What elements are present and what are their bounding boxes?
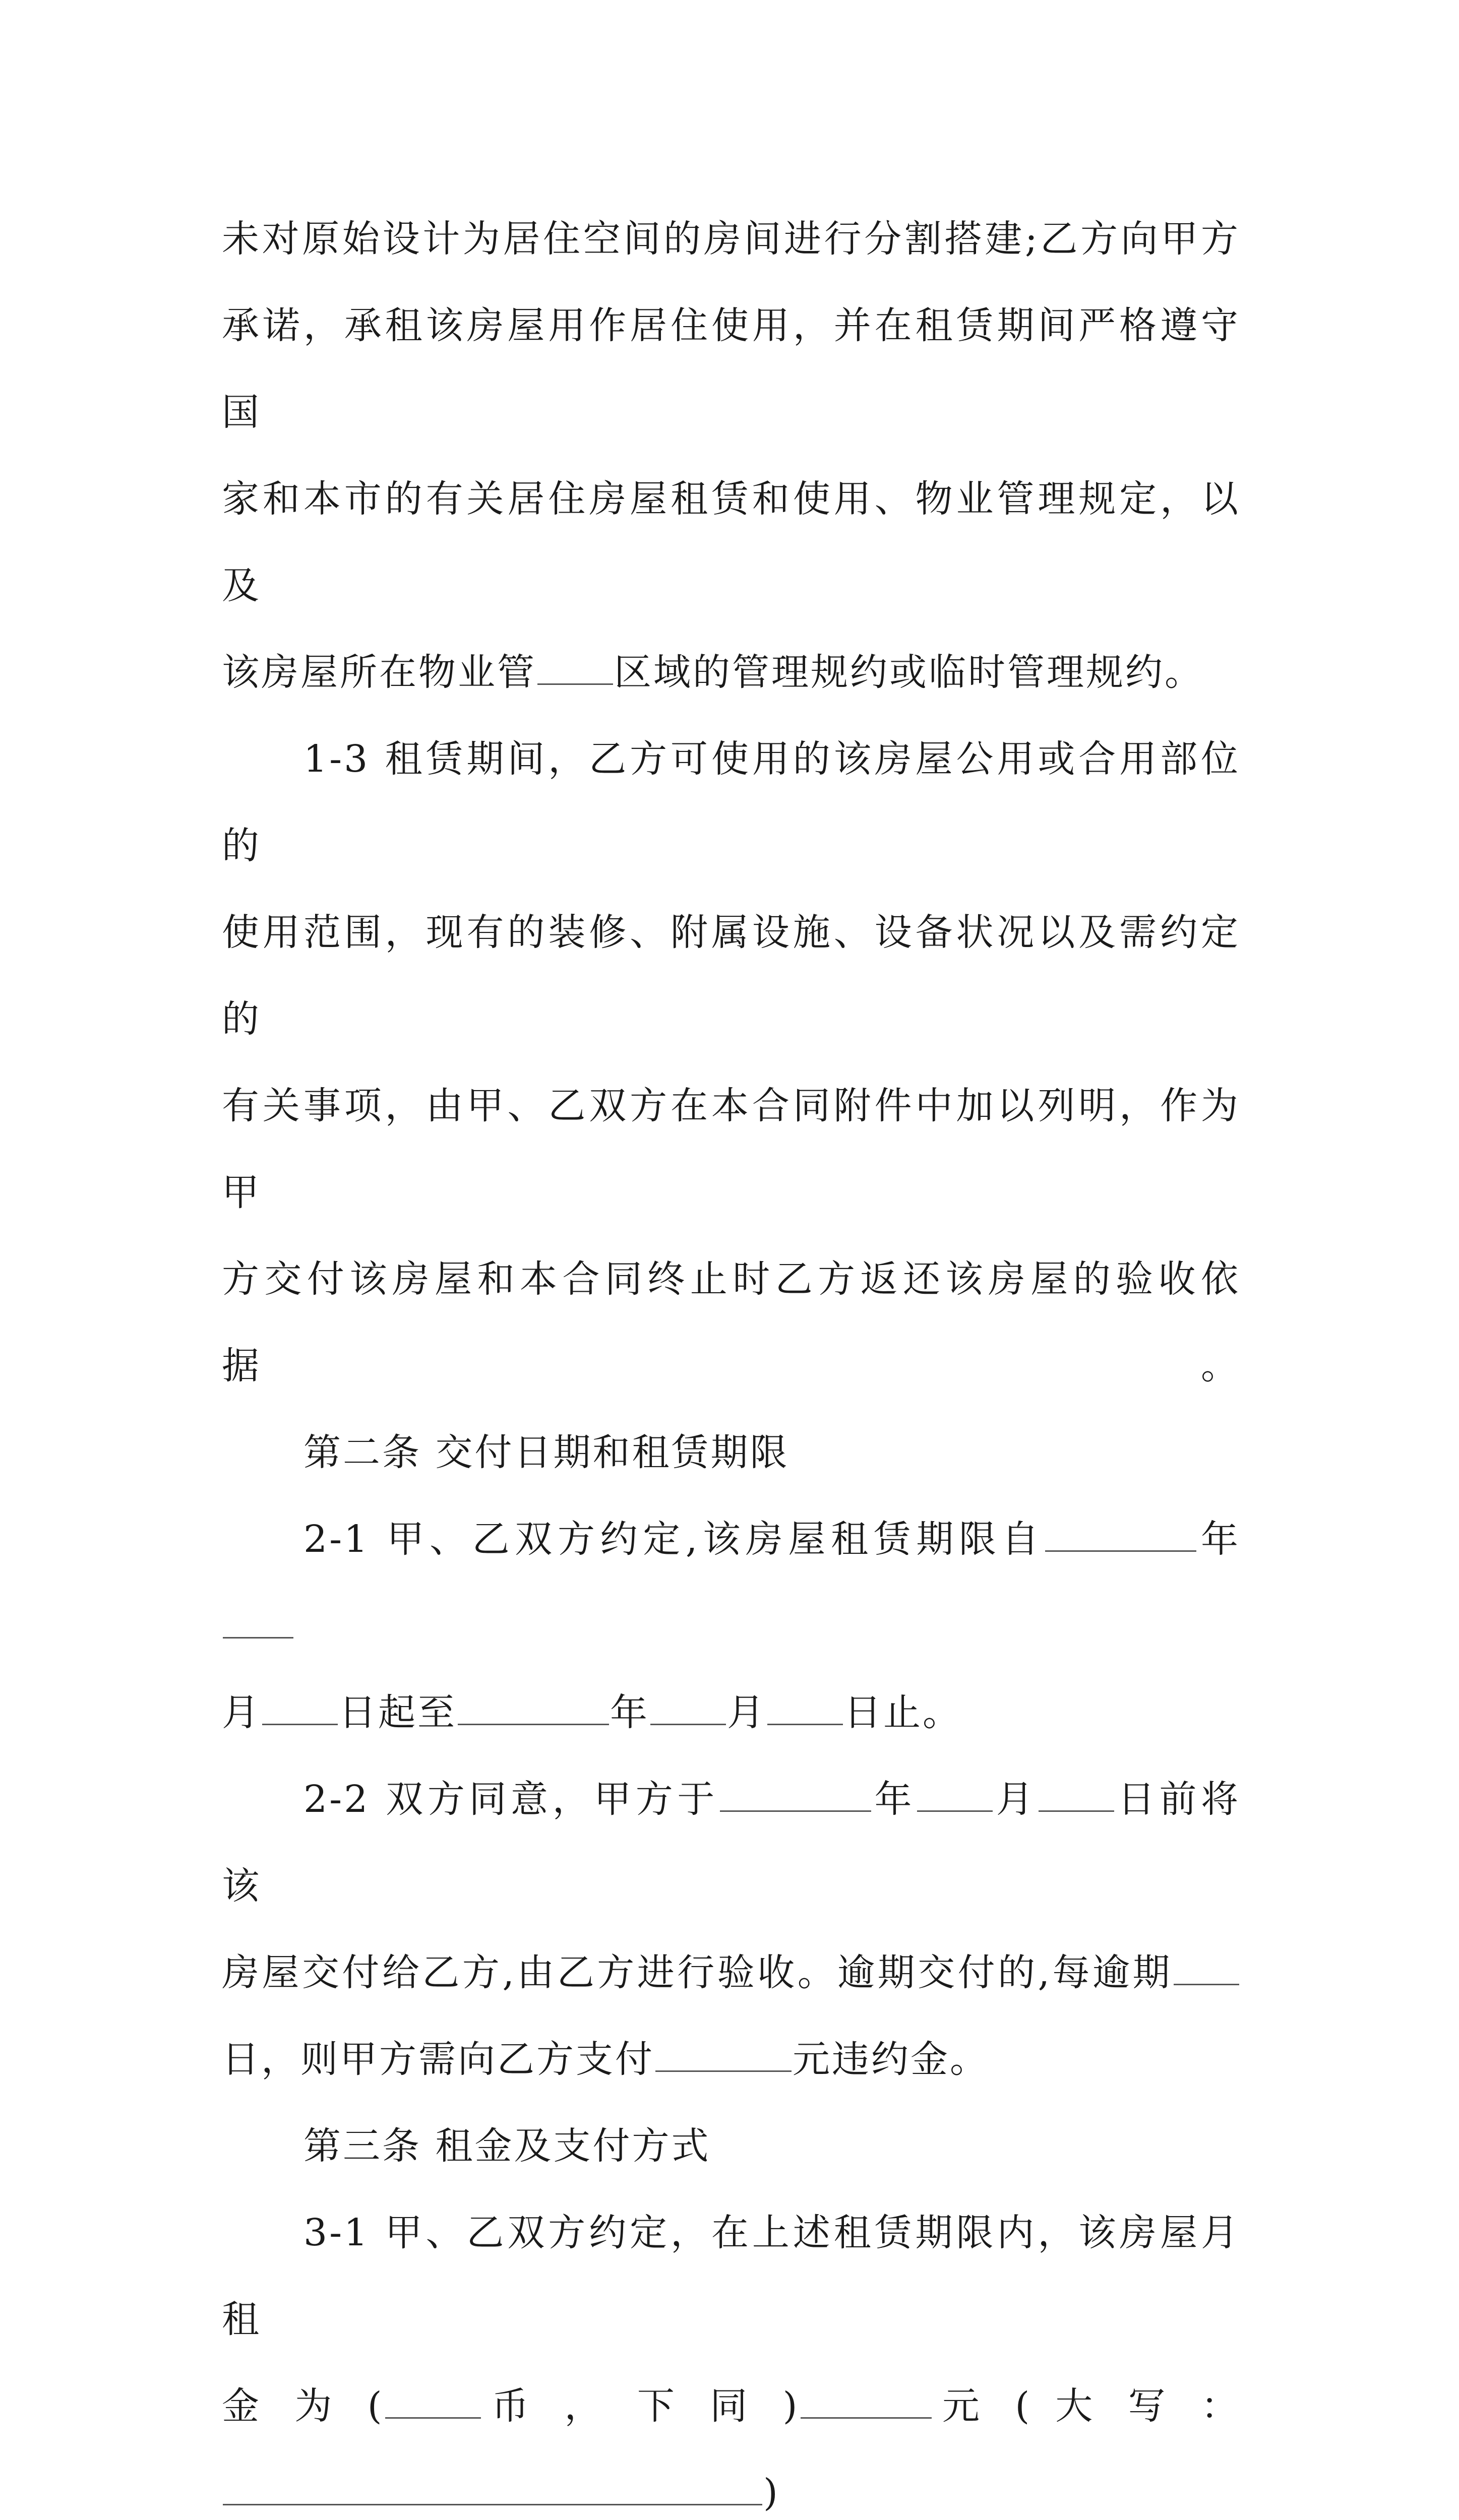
fill-in-blank[interactable] (655, 2041, 792, 2072)
text-line: 有关事项，由甲、乙双方在本合同附件中加以列明，作为甲 (222, 1084, 1240, 1214)
text-line (222, 2016, 1240, 2103)
contract-text (222, 196, 1240, 2520)
text-segment: 该房屋所在物业管 (222, 651, 536, 694)
clause-3-1-body (222, 2363, 1240, 2520)
clause-2-1-body (222, 1669, 1240, 1756)
fill-in-blank[interactable] (720, 1781, 871, 1812)
text-segment: 2-2 双方同意，甲方于 (303, 1778, 719, 1821)
text-line (222, 2363, 1240, 2449)
text-segment: 元 ( 大 写 ： (932, 2384, 1240, 2428)
fill-in-blank[interactable] (262, 1694, 338, 1725)
text-line (222, 629, 1240, 716)
text-segment: ) (763, 2471, 780, 2514)
text-segment: 区域的管理规约或临时管理规约。 (614, 651, 1204, 694)
text-segment: 年 (610, 1691, 649, 1734)
text-line (222, 1929, 1240, 2016)
text-segment: 月 (222, 1691, 261, 1734)
article-heading (222, 2103, 1240, 2189)
text-line: 3-1 甲、乙双方约定，在上述租赁期限内，该房屋月租 (222, 2211, 1240, 2341)
text-segment: 房屋交付给乙方,由乙方进行验收。逾期交付的,每逾期 (222, 1951, 1173, 1994)
text-line: 家和本市的有关居住房屋租赁和使用、物业管理规定，以及 (222, 477, 1240, 607)
fill-in-blank[interactable] (537, 654, 613, 685)
fill-in-blank[interactable] (1045, 1521, 1196, 1552)
fill-in-blank[interactable] (223, 1608, 293, 1639)
fill-in-blank[interactable] (1039, 1781, 1114, 1812)
text-segment: 元违约金。 (793, 2038, 989, 2081)
text-segment: 币 ， 下 同 ) (481, 2384, 800, 2428)
heading-text: 第三条 租金及支付方式 (303, 2124, 711, 2168)
text-segment: 年 (1197, 1518, 1240, 1561)
fill-in-blank[interactable] (801, 2388, 932, 2419)
text-segment: 日止。 (844, 1691, 962, 1734)
text-line: 承诺，承租该房屋用作居住使用，并在租赁期间严格遵守国 (222, 304, 1240, 434)
fill-in-blank[interactable] (1174, 1955, 1239, 1985)
text-segment: 2-1 甲、乙双方约定,该房屋租赁期限自 (303, 1518, 1045, 1561)
text-segment: 月 (994, 1778, 1038, 1821)
fill-in-blank[interactable] (385, 2388, 481, 2419)
clause-3-1 (222, 2189, 1240, 2363)
clause-2-2 (222, 1756, 1240, 1929)
text-segment: 月 (727, 1691, 766, 1734)
text-line: 方交付该房屋和本合同终止时乙方返还该房屋的验收依据。 (222, 1257, 1240, 1388)
text-line: 未对原始设计为居住空间的房间进行分割搭建;乙方向甲方 (222, 217, 1240, 261)
text-line (222, 1496, 1240, 1669)
clause-1-3 (222, 716, 1240, 889)
clause-2-1 (222, 1496, 1240, 1669)
fill-in-blank[interactable] (767, 1694, 843, 1725)
fill-in-blank[interactable] (917, 1781, 993, 1812)
text-segment: 日起至 (339, 1691, 457, 1734)
clause-2-2-body (222, 1929, 1240, 2103)
text-segment: 日前将该 (222, 1778, 1241, 1908)
fill-in-blank[interactable] (650, 1694, 726, 1725)
clause-1-3-body (222, 889, 1240, 1409)
text-line: 使用范围，现有的装修、附属设施、设备状况以及需约定的 (222, 911, 1240, 1041)
text-line (222, 2449, 1240, 2520)
text-segment: 金 为 ( (222, 2384, 384, 2428)
fill-in-blank[interactable] (458, 1694, 609, 1725)
text-line (222, 1669, 1240, 1756)
heading-text: 第二条 交付日期和租赁期限 (303, 1431, 789, 1474)
article-heading (222, 1409, 1240, 1496)
fill-in-blank[interactable] (223, 2475, 762, 2505)
text-line: 1-3 租赁期间，乙方可使用的该房屋公用或合用部位的 (222, 737, 1240, 867)
text-line (222, 1756, 1240, 1929)
paragraph-continuation (222, 196, 1240, 716)
text-segment: 日，则甲方需向乙方支付 (222, 2038, 654, 2081)
text-segment: 年 (872, 1778, 917, 1821)
